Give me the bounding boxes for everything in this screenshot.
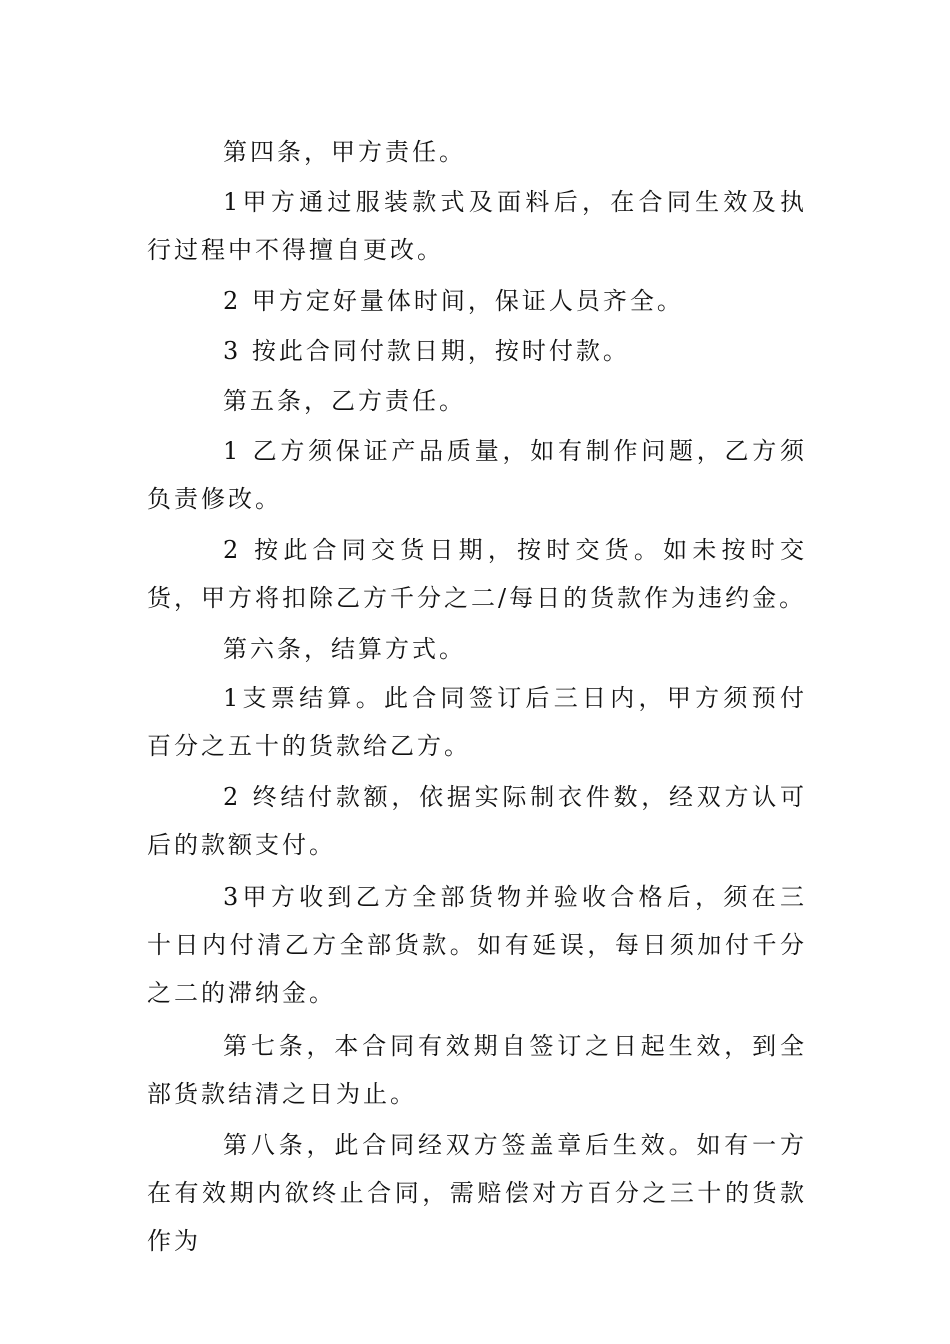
clause-6-item-2: 2 终结付款额，依据实际制衣件数，经双方认可后的款额支付。 <box>147 783 807 859</box>
clause-8: 第八条，此合同经双方签盖章后生效。如有一方在有效期内欲终止合同，需赔偿对方百分之三十的货款作为 <box>147 1131 807 1255</box>
clause-4-item-2: 2 甲方定好量体时间，保证人员齐全。 <box>223 287 684 315</box>
clause-7: 第七条，本合同有效期自签订之日起生效，到全部货款结清之日为止。 <box>147 1032 807 1108</box>
clause-4-item-1: 1甲方通过服装款式及面料后，在合同生效及执行过程中不得擅自更改。 <box>147 188 807 264</box>
clause-6-heading: 第六条，结算方式。 <box>223 635 466 663</box>
clause-5-item-2: 2 按此合同交货日期，按时交货。如未按时交货，甲方将扣除乙方千分之二/每日的货款作为违约金。 <box>147 536 807 612</box>
clause-4-item-3: 3 按此合同付款日期，按时付款。 <box>223 337 630 365</box>
clause-5-heading: 第五条，乙方责任。 <box>223 387 466 415</box>
clause-6-item-3: 3甲方收到乙方全部货物并验收合格后，须在三十日内付清乙方全部货款。如有延误，每日须加付千分之二的滞纳金。 <box>147 883 807 1007</box>
clause-6-item-1: 1支票结算。此合同签订后三日内，甲方须预付百分之五十的货款给乙方。 <box>147 684 807 760</box>
clause-5-item-1: 1 乙方须保证产品质量，如有制作问题，乙方须负责修改。 <box>147 437 807 513</box>
clause-4-heading: 第四条，甲方责任。 <box>223 138 466 166</box>
